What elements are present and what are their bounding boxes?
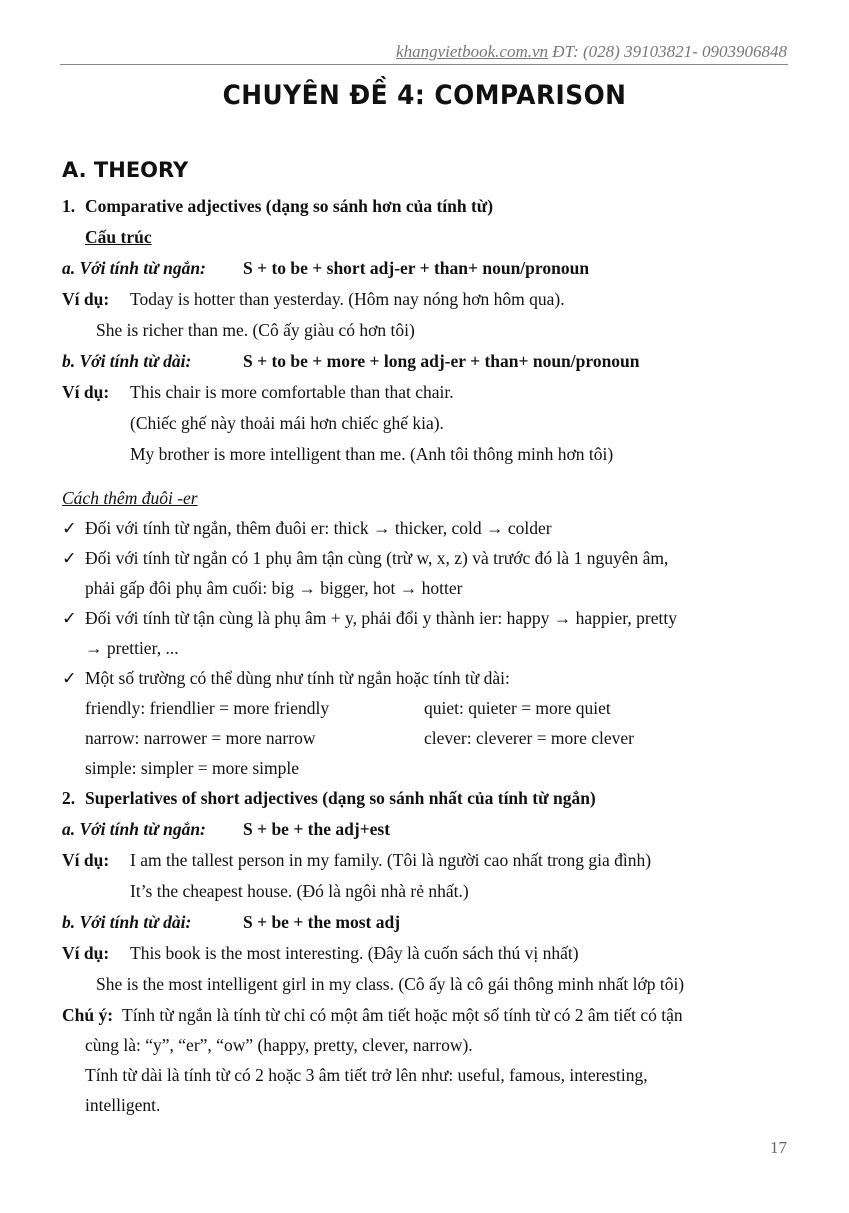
er-rule-cont: → prettier, ... [85, 638, 179, 658]
example-line: Ví dụ: I am the tallest person in my family. (Tôi là người cao nhất trong gia đình) [62, 850, 652, 870]
heading-comparative: 1. Comparative adjectives (dạng so sánh hơn của tính từ) [62, 196, 494, 216]
check-icon: ✓ [62, 518, 77, 538]
example-line: It’s the cheapest house. (Đó là ngôi nhà rẻ nhất.) [130, 881, 469, 901]
example-pair: friendly: friendlier = more friendly quiet: quieter = more quiet [85, 698, 611, 718]
note-line: Chú ý: Tính từ ngắn là tính từ chỉ có một âm tiết hoặc một số tính từ có 2 âm tiết có tận [62, 1005, 683, 1025]
example-pair: narrow: narrower = more narrow clever: cleverer = more clever [85, 728, 635, 748]
er-rule-cont: phải gấp đôi phụ âm cuối: big → bigger, hot → hotter [85, 578, 463, 598]
rule-long-superlative: b. Với tính từ dài: S + be + the most adj [62, 912, 401, 932]
example-line: Ví dụ: This book is the most interesting. (Đây là cuốn sách thú vị nhất) [62, 943, 579, 963]
header-rule [60, 64, 788, 65]
example-line: Ví dụ: This chair is more comfortable than that chair. [62, 382, 454, 402]
rule-short-superlative: a. Với tính từ ngắn: S + be + the adj+est [62, 819, 391, 839]
er-rule: ✓ Đối với tính từ ngắn, thêm đuôi er: thick → thicker, cold → colder [62, 513, 788, 543]
header-contact: ĐT: (028) 39103821- 0903906848 [552, 42, 787, 61]
document-body [62, 191, 788, 1120]
note-line: Tính từ dài là tính từ có 2 hoặc 3 âm tiết trở lên như: useful, famous, interesting, [85, 1065, 648, 1085]
er-rule: ✓ Đối với tính từ tận cùng là phụ âm + y, phải đổi y thành ier: happy → happier, pretty [62, 603, 788, 633]
header-site: khangvietbook.com.vn [396, 42, 549, 61]
er-rule: ✓ Một số trường có thể dùng như tính từ ngắn hoặc tính từ dài: [62, 663, 788, 693]
heading-superlative: 2. Superlatives of short adjectives (dạng so sánh nhất của tính từ ngắn) [62, 788, 596, 808]
rule-short-comparative: a. Với tính từ ngắn: S + to be + short adj-er + than+ noun/pronoun [62, 258, 590, 278]
page-header [396, 42, 787, 62]
rule-long-comparative: b. Với tính từ dài: S + to be + more + long adj-er + than+ noun/pronoun [62, 351, 640, 371]
example-line: She is richer than me. (Cô ấy giàu có hơn tôi) [96, 320, 415, 340]
note-line: cùng là: “y”, “er”, “ow” (happy, pretty, clever, narrow). [85, 1035, 473, 1055]
structure-label: Cấu trúc [85, 227, 152, 247]
note-line: intelligent. [85, 1095, 161, 1115]
page-number: 17 [770, 1138, 787, 1157]
example-line: simple: simpler = more simple [85, 758, 300, 778]
check-icon: ✓ [62, 548, 77, 568]
page-title: CHUYÊN ĐỀ 4: COMPARISON [222, 80, 627, 111]
example-line: Ví dụ: Today is hotter than yesterday. (Hôm nay nóng hơn hôm qua). [62, 289, 565, 309]
example-line: My brother is more intelligent than me. (Anh tôi thông minh hơn tôi) [130, 444, 614, 464]
section-heading: A. THEORY [62, 158, 189, 182]
example-line: She is the most intelligent girl in my class. (Cô ấy là cô gái thông minh nhất lớp tôi) [96, 974, 685, 994]
er-rule: ✓ Đối với tính từ ngắn có 1 phụ âm tận cùng (trừ w, x, z) và trước đó là 1 nguyên âm, [62, 543, 788, 573]
example-line: (Chiếc ghế này thoải mái hơn chiếc ghế kia). [130, 413, 444, 433]
check-icon: ✓ [62, 668, 77, 688]
check-icon: ✓ [62, 608, 77, 628]
er-heading: Cách thêm đuôi -er [62, 488, 198, 508]
